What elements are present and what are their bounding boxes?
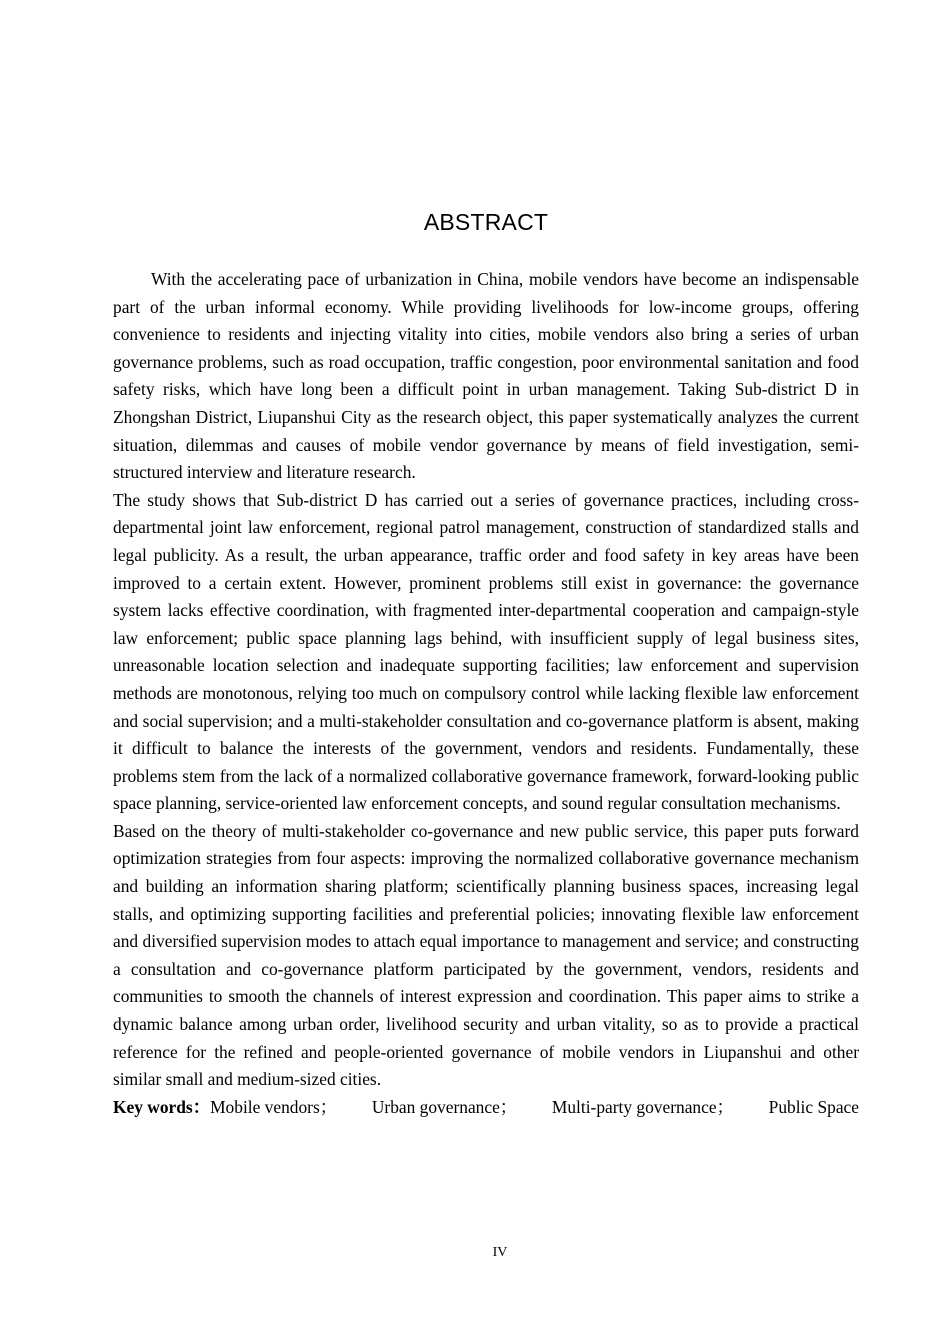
page-number: IV [492,1245,508,1260]
abstract-paragraph-3: Based on the theory of multi-stakeholder co-governance and new public service, this paper puts forward optimization strategies from four aspects: improving the normalized collaborative governance mechanism and building an information sharing platform; scientifically planning business spaces, increasing legal stalls, and optimizing supporting facilities and preferential policies; innovating flexible law enforcement and diversified supervision modes to attach equal importance to management and service; and constructing a consultation and co-governance platform participated by the government, vendors, residents and communities to smooth the channels of interest expression and coordination. This paper aims to strike a dynamic balance among urban order, livelihood security and urban vitality, so as to provide a practical reference for the refined and people-oriented governance of mobile vendors in Liupanshui and other similar small and medium-sized cities. [113,820,859,1090]
keyword-item: Public Space [768,1096,859,1117]
keywords-label: Key words： [113,1096,211,1117]
keywords-first [113,1094,337,1122]
abstract-paragraph-2: The study shows that Sub-district D has carried out a series of governance practices, including cross-departmental joint law enforcement, regional patrol management, construction of standardized stalls and legal publicity. As a result, the urban appearance, traffic order and food safety in key areas have been improved to a certain extent. However, prominent problems still exist in governance: the governance system lacks effective coordination, with fragmented inter-departmental cooperation and campaign-style law enforcement; public space planning lags behind, with insufficient supply of legal business sites, unreasonable location selection and inadequate supporting facilities; law enforcement and supervision methods are monotonous, relying too much on compulsory control while lacking flexible law enforcement and social supervision; and a multi-stakeholder consultation and co-governance platform is absent, making it difficult to balance the interests of the government, vendors and residents. Fundamentally, these problems stem from the lack of a normalized collaborative governance framework, forward-looking public space planning, service-oriented law enforcement concepts, and sound regular consultation mechanisms. [113,489,859,814]
abstract-body [113,266,859,1121]
page-title: ABSTRACT [423,209,549,235]
keyword-item: Mobile vendors； [210,1096,338,1117]
abstract-paragraph-1: With the accelerating pace of urbanization in China, mobile vendors have become an indispensable part of the urban informal economy. While providing livelihoods for low-income groups, offering convenience to residents and injecting vitality into cities, mobile vendors also bring a series of urban governance problems, such as road occupation, traffic congestion, poor environmental sanitation and food safety risks, which have long been a difficult point in urban management. Taking Sub-district D in Zhongshan District, Liupanshui City as the research object, this paper systematically analyzes the current situation, dilemmas and causes of mobile vendor governance by means of field investigation, semi-structured interview and literature research. [113,269,859,483]
keyword-item: Multi-party governance； [551,1096,734,1117]
keyword-item: Urban governance； [371,1096,518,1117]
keywords-line [113,1094,859,1122]
